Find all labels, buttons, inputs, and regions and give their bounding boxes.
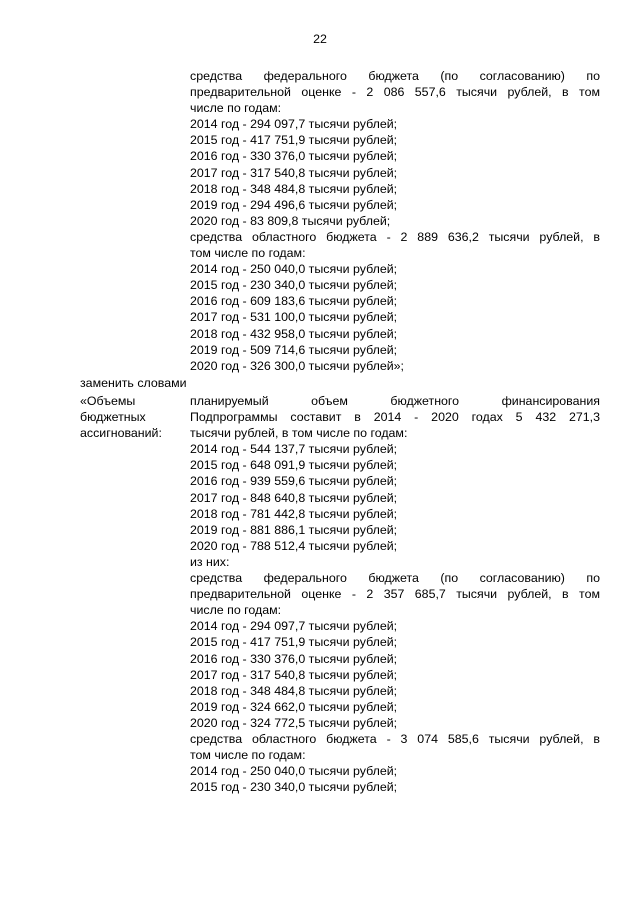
funding-original-line: 2018 год - 348 484,8 тысячи рублей; <box>190 181 398 196</box>
budget-allocation-label <box>80 393 162 441</box>
funding-new-line: 2015 год - 230 340,0 тысячи рублей; <box>190 780 398 795</box>
replace-heading <box>80 375 187 391</box>
funding-original-line: 2014 год - 250 040,0 тысячи рублей; <box>190 262 398 277</box>
funding-new-line: 2014 год - 294 097,7 тысячи рублей; <box>190 619 398 634</box>
funding-original-line: 2016 год - 330 376,0 тысячи рублей; <box>190 149 398 164</box>
budget-label-line: ассигнований: <box>80 426 162 441</box>
funding-text-block-original <box>190 68 600 374</box>
funding-new-line: предварительной оценке - 2 357 685,7 тысячи рублей, в том <box>190 587 600 602</box>
funding-new-line: том числе по годам: <box>190 748 306 763</box>
funding-new-line: планируемый объем бюджетного финансирования <box>190 394 600 408</box>
funding-text-block-new <box>190 393 600 795</box>
funding-original-line: 2017 год - 531 100,0 тысячи рублей; <box>190 310 398 325</box>
funding-new-line: 2019 год - 324 662,0 тысячи рублей; <box>190 699 398 714</box>
funding-new-line: Подпрограммы составит в 2014 - 2020 годах 5 432 271,3 <box>190 410 600 425</box>
funding-original-line: 2019 год - 509 714,6 тысячи рублей; <box>190 342 398 357</box>
funding-original-line: 2020 год - 326 300,0 тысячи рублей»; <box>190 358 404 373</box>
funding-original-line: средства федерального бюджета (по согласованию) по <box>190 69 600 83</box>
budget-label-line: бюджетных <box>80 410 146 425</box>
replace-heading-text: заменить словами <box>80 376 187 390</box>
funding-original-line: 2015 год - 417 751,9 тысячи рублей; <box>190 133 398 148</box>
funding-new-line: 2015 год - 648 091,9 тысячи рублей; <box>190 458 398 473</box>
funding-original-line: предварительной оценке - 2 086 557,6 тысячи рублей, в том <box>190 85 600 100</box>
funding-new-line: числе по годам: <box>190 603 282 618</box>
budget-label-line: «Объемы <box>80 394 136 408</box>
funding-original-line: средства областного бюджета - 2 889 636,2 тысячи рублей, в <box>190 229 600 244</box>
funding-original-line: 2020 год - 83 809,8 тысячи рублей; <box>190 213 391 228</box>
funding-original-line: 2017 год - 317 540,8 тысячи рублей; <box>190 165 398 180</box>
funding-original-line: 2014 год - 294 097,7 тысячи рублей; <box>190 117 398 132</box>
funding-new-line: средства федерального бюджета (по согласованию) по <box>190 571 600 586</box>
funding-new-line: 2016 год - 330 376,0 тысячи рублей; <box>190 651 398 666</box>
funding-new-line: 2018 год - 781 442,8 тысячи рублей; <box>190 506 398 521</box>
funding-original-line: числе по годам: <box>190 101 282 116</box>
funding-new-line: 2020 год - 324 772,5 тысячи рублей; <box>190 715 398 730</box>
funding-new-line: из них: <box>190 554 230 569</box>
funding-new-line: 2017 год - 848 640,8 тысячи рублей; <box>190 490 398 505</box>
funding-original-line: том числе по годам: <box>190 246 306 261</box>
funding-original-line: 2019 год - 294 496,6 тысячи рублей; <box>190 197 398 212</box>
funding-new-line: 2019 год - 881 886,1 тысячи рублей; <box>190 522 398 537</box>
funding-new-line: 2016 год - 939 559,6 тысячи рублей; <box>190 474 398 489</box>
funding-new-line: 2017 год - 317 540,8 тысячи рублей; <box>190 667 398 682</box>
funding-new-line: 2015 год - 417 751,9 тысячи рублей; <box>190 635 398 650</box>
page-number: 22 <box>313 32 327 46</box>
funding-original-line: 2016 год - 609 183,6 тысячи рублей; <box>190 294 398 309</box>
funding-new-line: средства областного бюджета - 3 074 585,6 тысячи рублей, в <box>190 731 600 746</box>
funding-new-line: тысячи рублей, в том числе по годам: <box>190 426 408 441</box>
funding-new-line: 2018 год - 348 484,8 тысячи рублей; <box>190 683 398 698</box>
funding-new-line: 2014 год - 250 040,0 тысячи рублей; <box>190 764 398 779</box>
funding-new-line: 2014 год - 544 137,7 тысячи рублей; <box>190 442 398 457</box>
funding-original-line: 2018 год - 432 958,0 тысячи рублей; <box>190 326 398 341</box>
funding-original-line: 2015 год - 230 340,0 тысячи рублей; <box>190 278 398 293</box>
funding-new-line: 2020 год - 788 512,4 тысячи рублей; <box>190 538 398 553</box>
